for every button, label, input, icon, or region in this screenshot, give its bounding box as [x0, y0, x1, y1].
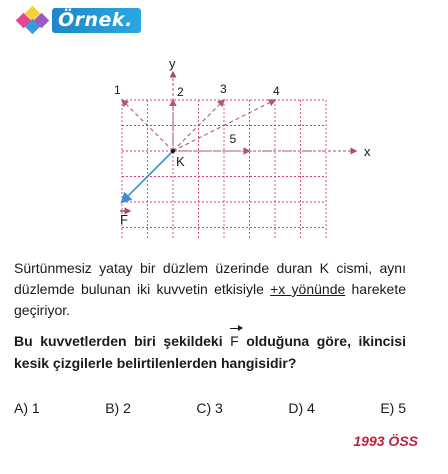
option-d[interactable]	[288, 400, 314, 416]
option-c-value: 3	[215, 400, 223, 416]
example-label: Örnek.	[52, 8, 141, 33]
x-axis-label: x	[364, 144, 371, 159]
force-diagram	[0, 40, 448, 240]
y-axis-label: y	[169, 56, 176, 71]
option-b[interactable]	[105, 400, 131, 416]
question-text	[14, 330, 406, 374]
arrow-label-3: 3	[220, 82, 227, 96]
exam-source: 1993 ÖSS	[353, 433, 418, 449]
option-c-letter: C)	[196, 400, 212, 416]
force-vector-symbol: F	[230, 330, 239, 352]
question-part-1: Bu kuvvetlerden biri şekildeki	[14, 333, 231, 349]
force-label: F	[120, 212, 128, 227]
origin-point	[171, 149, 175, 153]
question-part-2: olduğuna göre, ikincisi kesik çizgilerle belirtilenlerden hangisidir?	[14, 333, 406, 371]
answer-options	[14, 400, 406, 416]
arrow-label-4: 4	[273, 84, 280, 98]
dashed-arrow-1	[122, 100, 173, 151]
problem-text-part-1: Sürtünmesiz yatay bir düzlem üzerinde duran K cismi, aynı düzlemde bulunan iki kuvvetin etkisiyle	[14, 260, 406, 297]
option-a-letter: A)	[14, 400, 28, 416]
problem-text	[14, 258, 406, 321]
arrow-label-1: 1	[114, 83, 121, 97]
option-d-value: 4	[307, 400, 315, 416]
arrow-label-2: 2	[177, 85, 184, 99]
example-header	[14, 6, 141, 34]
diamond-logo-icon	[14, 7, 52, 33]
force-diagram-svg	[0, 40, 448, 240]
option-d-letter: D)	[288, 400, 304, 416]
dashed-arrow-3	[173, 100, 224, 151]
option-b-letter: B)	[105, 400, 120, 416]
option-e[interactable]	[380, 400, 406, 416]
option-e-letter: E)	[380, 400, 395, 416]
arrow-label-5: 5	[229, 132, 237, 146]
option-b-value: 2	[123, 400, 131, 416]
option-c[interactable]	[196, 400, 222, 416]
option-e-value: 5	[398, 400, 406, 416]
problem-underlined-direction: +x yönünde	[270, 281, 346, 297]
problem-text-part-2: harekete geçiriyor.	[14, 281, 406, 318]
origin-label: K	[176, 154, 185, 169]
force-vector-f	[122, 151, 173, 202]
option-a[interactable]	[14, 400, 40, 416]
option-a-value: 1	[31, 400, 40, 416]
